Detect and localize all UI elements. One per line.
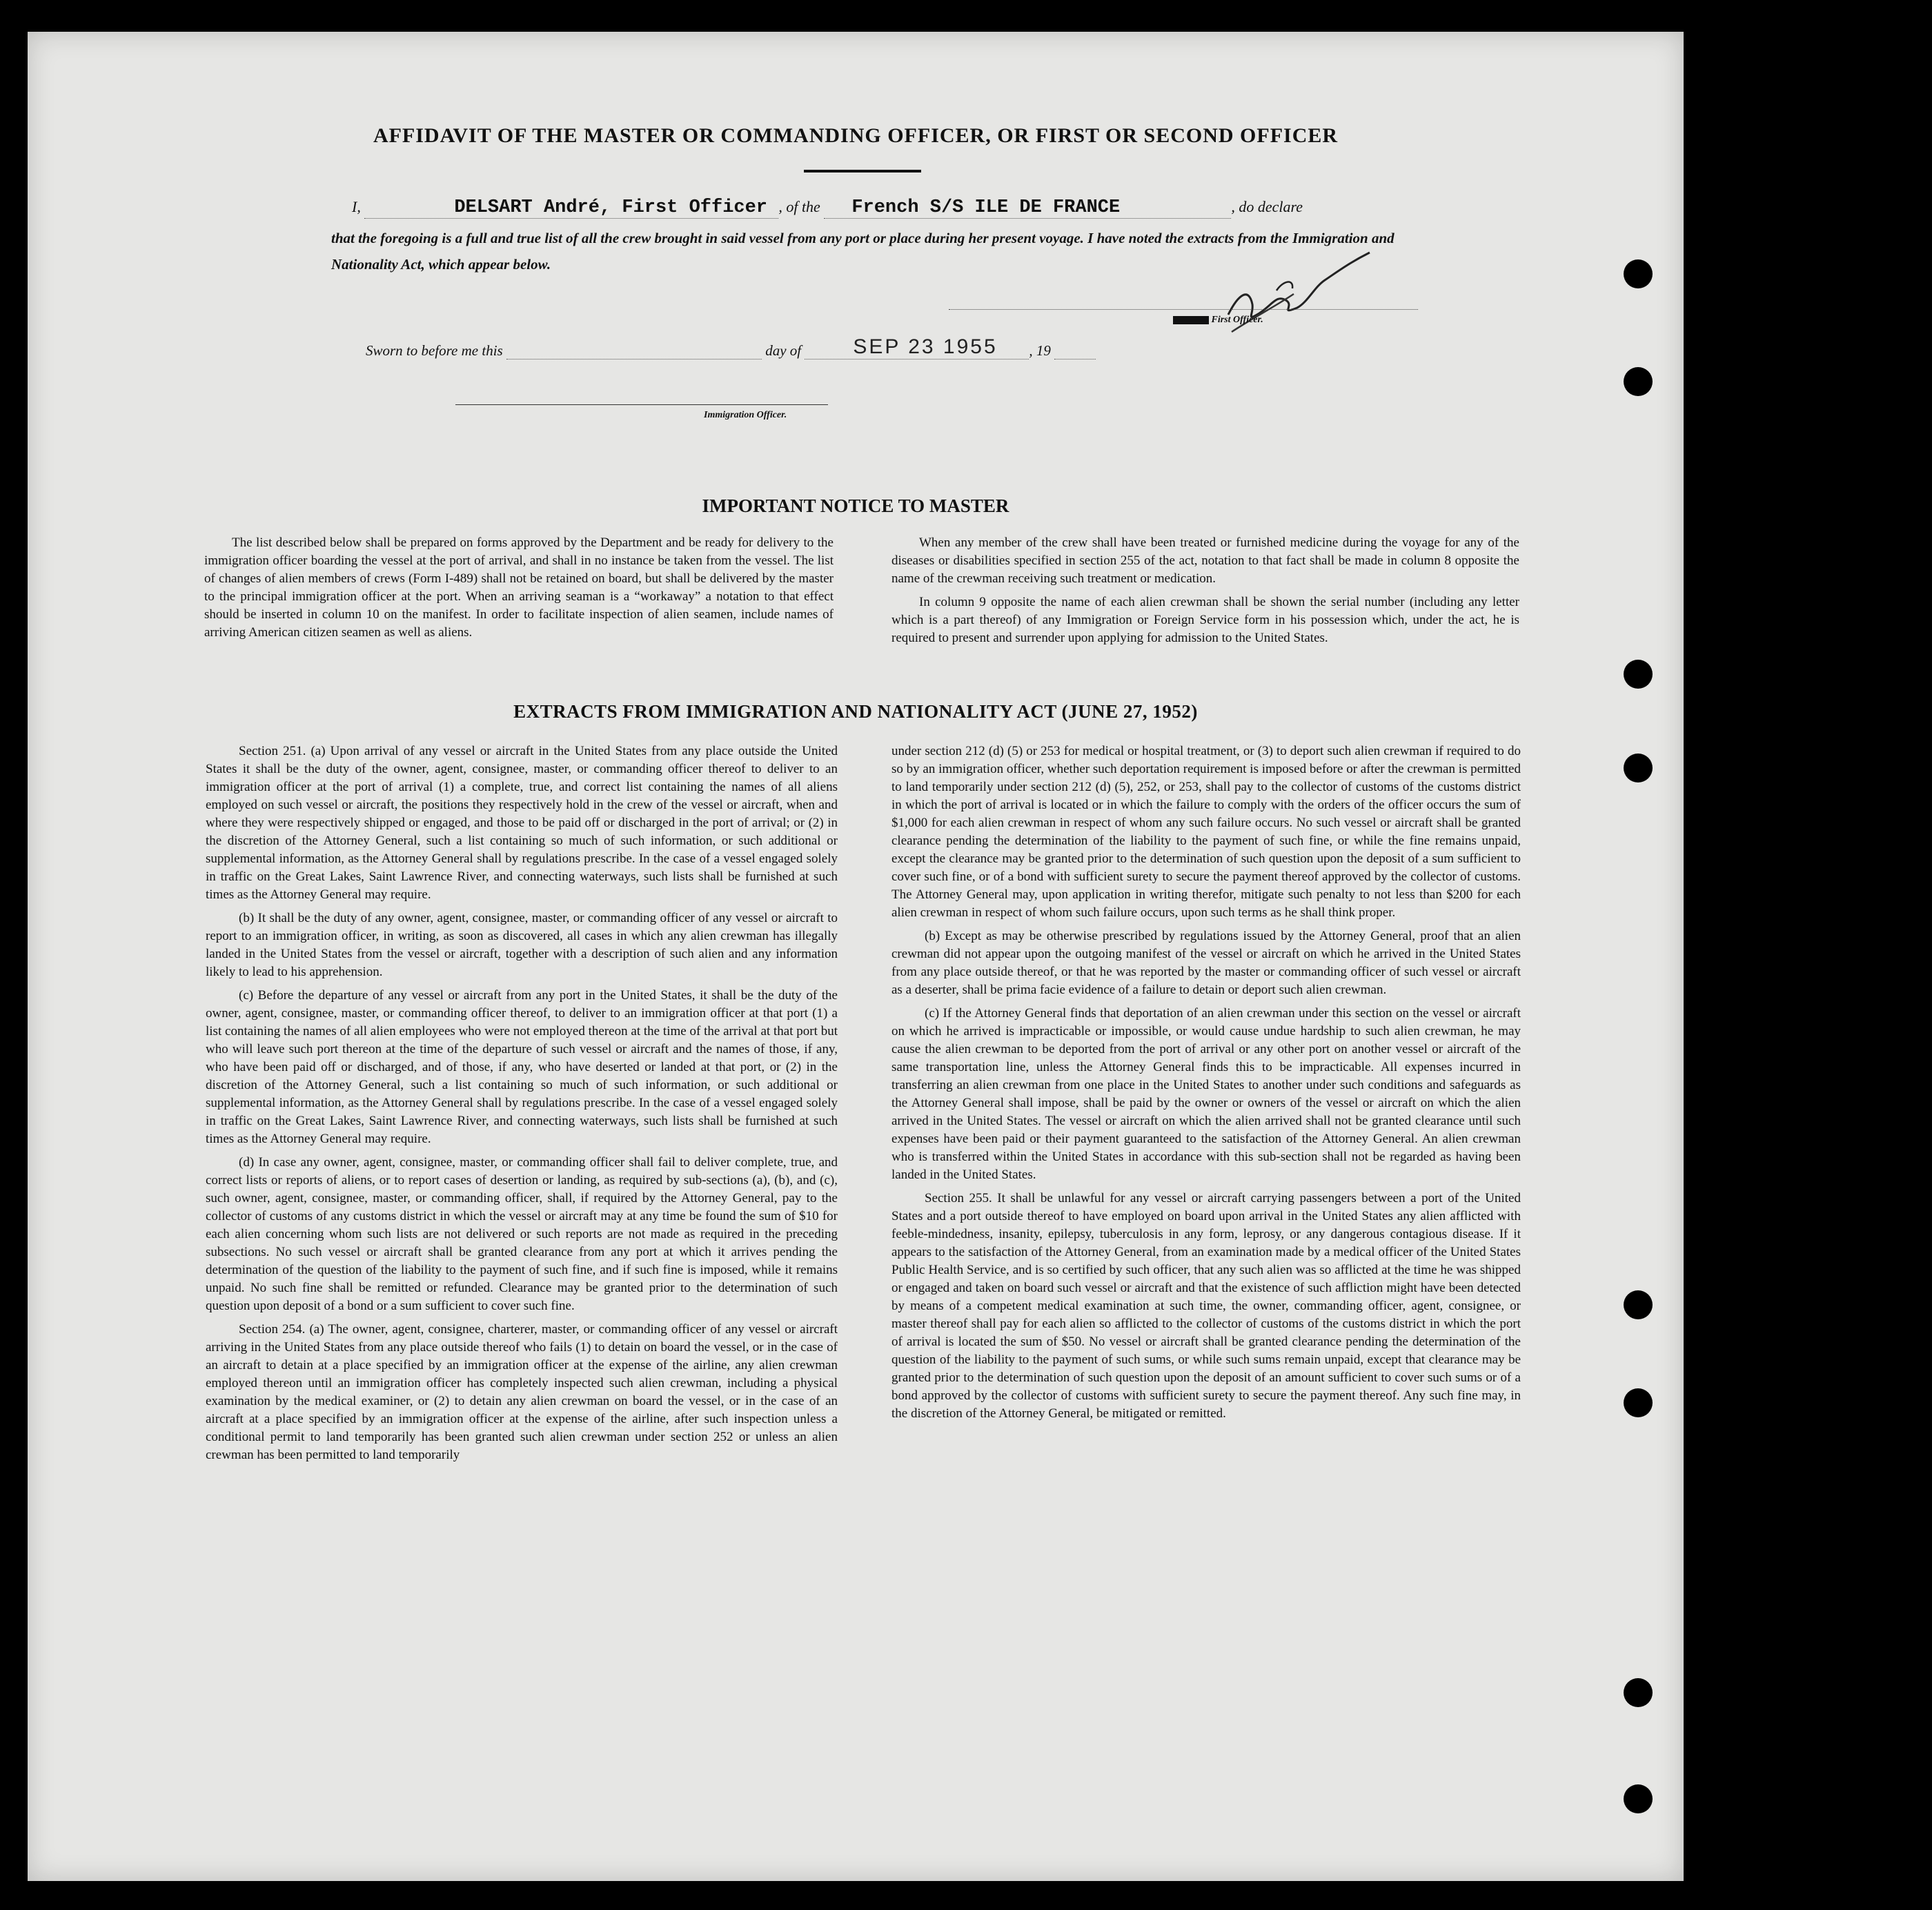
year-prefix: , 19 (1029, 342, 1051, 359)
binder-hole (1624, 754, 1653, 782)
section-251d: (d) In case any owner, agent, consignee, master, or commanding officer shall fail to deliver complete, true, and correct lists or reports of aliens, or to report cases of desertion or landing, as required by sub-sections (a), (b), and (c), such owner, agent, consignee, master, or commanding officer, shall, if required by the Attorney General, pay to the collector of customs of any customs district in which the vessel or aircraft may at any time be found the sum of $10 for each alien concerning whom such lists are not delivered or such reports are not made as required in the preceding subsections. No such vessel or aircraft shall be granted clearance from any port at which it arrives pending the determination of the question of the liability to the payment of such fine, and if such fine is imposed, while it remains unpaid. No such fine shall be remitted or refunded. Clearance may be granted prior to the determination of such question upon deposit of a bond or a sum sufficient to cover such fine. (206, 1155, 838, 1313)
notice-paragraph: The list described below shall be prepared on forms approved by the Department and be ready for delivery to the immigration officer boarding the vessel at the port of arrival, and shall in no instance be taken from the vessel. The list of changes of alien members of crews (Form I-489) shall not be retained on board, but shall be delivered by the master to the principal immigration officer at the port. When an arriving seaman is a “workaway” a notation to that effect should be inserted in column 10 on the manifest. In order to facilitate inspection of alien seamen, include names of arriving American citizen seamen as well as aliens. (204, 535, 834, 640)
section-254a: Section 254. (a) The owner, agent, consignee, charterer, master, or commanding officer of any vessel or aircraft arriving in the United States from any place outside thereof who fails (1) to detain on board the vessel, or in the case of an aircraft to detain at a place specified by an immigration officer at the expense of the airline, any alien crewman employed thereon until an immigration officer has completely inspected such alien crewman, including a physical examination by the medical examiner, or (2) to detain any alien crewman on board the vessel, or in the case of an aircraft at a place specified by an immigration officer at the expense of the airline, after such inspection unless a conditional permit to land temporarily has been granted such alien crewman under section 252 or unless an alien crewman has been permitted to land temporarily (206, 1322, 838, 1462)
officer-signature (1211, 239, 1390, 342)
section-254c: (c) If the Attorney General finds that deportation of an alien crewman under this section on the vessel or aircraft on which he arrived is impracticable or impossible, or would cause undue hardship to such alien crewman, he may cause the alien crewman to be deported from the port of arrival or any other port on another vessel or aircraft of the same transportation line, unless the Attorney General finds this to be impracticable. All expenses incurred in transferring an alien crewman from one place in the United States to another under such conditions and safeguards as the Attorney General shall impose, shall be paid by the owner or owners of the vessel or aircraft on which the alien arrived in the United States. The vessel or aircraft on which the alien arrived shall not be granted clearance until such expenses have been paid or their payment guaranteed to the satisfaction of the Attorney General. An alien crewman who is transferred within the United States in accordance with this sub-section shall not be regarded as having been landed in the United States. (891, 1006, 1521, 1182)
struck-out-word (1173, 316, 1209, 324)
section-251a: Section 251. (a) Upon arrival of any vessel or aircraft in the United States from any place outside the United States it shall be the duty of the owner, agent, consignee, master, or commanding officer thereof to deliver to an immigration officer at the port of arrival (1) a complete, true, and correct list containing the names of all aliens employed on such vessel or aircraft, the positions they respectively hold in the crew of the vessel or aircraft, when and where they were respectively shipped or engaged, and those to be paid off or discharged in the port of arrival; or (2) in the discretion of the Attorney General, such a list containing so much of such information, or such additional or supplemental information, as the Attorney General shall by regulations prescribe. In the case of a vessel engaged solely in traffic on the Great Lakes, Saint Lawrence River, and connecting waterways, such lists shall be furnished at such times as the Attorney General may require. (206, 744, 838, 902)
sworn-day-blank (506, 359, 762, 360)
notice-paragraph: In column 9 opposite the name of each alien crewman shall be shown the serial number (including any letter which is a part thereof) of any Immigration or Foreign Service form in his possession which, under the act, he is required to present and surrender upon applying for admission to the United States. (891, 595, 1519, 645)
notice-paragraph: When any member of the crew shall have been treated or furnished medicine during the voyage for any of the diseases or disabilities specified in section 255 of the act, notation to that fact shall be made in column 8 opposite the name of the crewman receiving such treatment or medication. (891, 535, 1519, 586)
day-of-text: day of (765, 342, 802, 359)
sworn-prefix: Sworn to before me this (366, 342, 503, 359)
section-251c: (c) Before the departure of any vessel or aircraft from any port in the United States, it shall be the duty of the owner, agent, consignee, master, or commanding officer thereof, to deliver to an immigration officer at that port (1) a list containing the names of all alien employees who were not employed thereon at the time of the arrival at that port but who will leave such port thereon at the time of the departure of such vessel or aircraft and the names of those, if any, who have been paid off or discharged, and of those, if any, who have deserted or landed at that port, or (2) in the discretion of the Attorney General, such a list containing so much of such information, or such additional or supplemental information, as the Attorney General shall by regulations prescribe. In the case of a vessel engaged solely in traffic on the Great Lakes, Saint Lawrence River, and connecting waterways, such lists shall be furnished at such times as the Attorney General may require. (206, 988, 838, 1146)
notice-title: IMPORTANT NOTICE TO MASTER (702, 495, 1009, 516)
stamped-date: SEP 23 1955 (853, 335, 998, 358)
extracts-left-column (206, 742, 838, 1464)
immigration-officer-line (455, 404, 828, 405)
document-sheet (28, 32, 1684, 1881)
declaration-line (352, 197, 1428, 219)
title-underline (804, 170, 921, 173)
extracts-right-column (891, 742, 1521, 1423)
binder-hole (1624, 367, 1653, 396)
immigration-officer-label: Immigration Officer. (704, 410, 787, 420)
binder-hole (1624, 259, 1653, 288)
declaration-text: that the foregoing is a full and true list of all the crew brought in said vessel from any port or place during her present voyage. I have noted the extracts from the Immigration and Nationality Act, which appear below. (331, 230, 1394, 273)
binder-hole (1624, 660, 1653, 689)
declaration-prefix: I, (352, 198, 361, 215)
affidavit-title: AFFIDAVIT OF THE MASTER OR COMMANDING OFFICER, OR FIRST OR SECOND OFFICER (373, 124, 1339, 147)
section-251b: (b) It shall be the duty of any owner, agent, consignee, master, or commanding officer of any vessel or aircraft to report to an immigration officer, in writing, as soon as discovered, all cases in which any alien crewman has illegally landed in the United States from the vessel or aircraft, together with a description of such alien and any information likely to lead to his apprehension. (206, 911, 838, 979)
signature-label: First Officer. (1173, 315, 1263, 326)
binder-hole (1624, 1290, 1653, 1319)
notice-left-column (204, 534, 834, 642)
extracts-title: EXTRACTS FROM IMMIGRATION AND NATIONALITY ACT (JUNE 27, 1952) (513, 701, 1198, 722)
signature-line (949, 309, 1418, 310)
vessel-name-field: French S/S ILE DE FRANCE (824, 197, 1231, 219)
of-the-text: , of the (778, 198, 820, 215)
do-declare-text: , do declare (1231, 198, 1303, 215)
sworn-date-field (805, 335, 1029, 360)
binder-hole (1624, 1678, 1653, 1707)
section-255: Section 255. It shall be unlawful for any vessel or aircraft carrying passengers between a port of the United States and a port outside thereof to have employed on board upon arrival in the United States any alien afflicted with feeble-mindedness, insanity, epilepsy, tuberculosis in any form, leprosy, or any dangerous contagious disease. If it appears to the satisfaction of the Attorney General, from an examination made by a medical officer of the United States Public Health Service, and is so certified by such officer, that any such alien was so afflicted at the time he was shipped or engaged and taken on board such vessel or aircraft and that the existence of such affliction might have been detected by means of a competent medical examination at such time, the owner, commanding officer, agent, consignee, or master thereof shall pay for each alien so afflicted to the collector of customs of the customs district in which the port of arrival is located the sum of $50. No vessel or aircraft shall be granted clearance pending the determination of the question of the liability to the payment of such sums, or while such sums remain unpaid, except that clearance may be granted prior to the determination of such question upon the deposit of an amount sufficient to cover such sums or of a bond approved by the collector of customs with sufficient surety to secure the payment thereof. Any such fine may, in the discretion of the Attorney General, be mitigated or remitted. (891, 1191, 1521, 1421)
section-254a-continued: under section 212 (d) (5) or 253 for medical or hospital treatment, or (3) to deport such alien crewman if required to do so by an immigration officer, whether such deportation requirement is imposed before or after the crewman is permitted to land temporarily under section 212 (d) (5), 252, or 253, shall pay to the collector of customs of the customs district in which the port of arrival is located or in which the failure to comply with the orders of the officer occurs the sum of $1,000 for each alien crewman in respect of whom any such failure occurs. No such vessel or aircraft shall be granted clearance pending the determination of the liability to the payment of such fine, or while the fine remains unpaid, except the clearance may be granted prior to the determination of such question upon the deposit of a sum sufficient to cover such fine, or of a bond with sufficient surety to secure the payment thereof approved by the collector of customs. The Attorney General may, upon application in writing therefor, mitigate such penalty to not less than $200 for each alien crewman in respect of whom such failure occurs, upon such terms as he shall think proper. (891, 744, 1521, 920)
binder-hole (1624, 1784, 1653, 1813)
section-254b: (b) Except as may be otherwise prescribed by regulations issued by the Attorney General, proof that an alien crewman did not appear upon the outgoing manifest of the vessel or aircraft on which he arrived in the United States from any place outside thereof, or that he was reported by the master or commanding officer of such vessel or aircraft as a deserter, shall be prima facie evidence of a failure to detain or deport such alien crewman. (891, 929, 1521, 997)
sworn-year-blank (1054, 359, 1096, 360)
binder-hole (1624, 1388, 1653, 1417)
officer-name-field: DELSART André, First Officer (364, 197, 778, 219)
notice-right-column (891, 534, 1519, 647)
sworn-line (366, 335, 1096, 360)
